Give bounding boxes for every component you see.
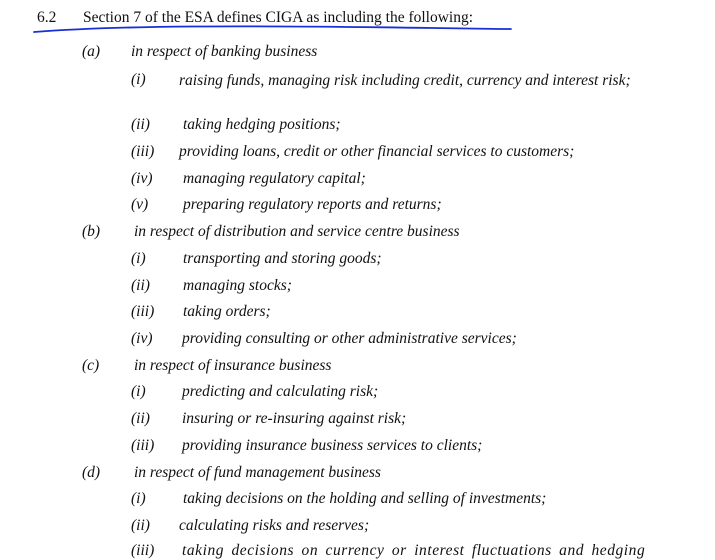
item-text: preparing regulatory reports and returns; <box>183 196 442 213</box>
item-number: (i) <box>131 71 146 88</box>
item-text: taking hedging positions; <box>183 116 341 133</box>
item-text: managing regulatory capital; <box>183 170 366 187</box>
item-text: predicting and calculating risk; <box>182 383 379 400</box>
item-number: (iii) <box>131 437 155 454</box>
item-text: managing stocks; <box>183 277 292 294</box>
item-text: taking orders; <box>183 303 271 320</box>
subsection-letter-c: (c) <box>82 357 100 374</box>
item-number: (i) <box>131 490 146 507</box>
section-number: 6.2 <box>37 9 57 26</box>
subsection-title-d: in respect of fund management business <box>134 464 381 481</box>
item-number: (iv) <box>131 170 153 187</box>
subsection-letter-b: (b) <box>82 223 101 240</box>
item-text: calculating risks and reserves; <box>179 517 370 534</box>
item-number: (v) <box>131 196 149 213</box>
item-number: (ii) <box>131 410 150 427</box>
item-text: providing insurance business services to clients; <box>182 437 483 454</box>
item-number: (iii) <box>131 143 155 160</box>
item-text: taking decisions on the holding and selling of investments; <box>183 490 547 507</box>
item-text: insuring or re-insuring against risk; <box>182 410 407 427</box>
item-text: providing consulting or other administrative services; <box>182 330 517 347</box>
item-text: raising funds, managing risk including credit, currency and interest risk; <box>179 72 631 89</box>
item-number: (iii) <box>131 542 155 559</box>
item-number: (ii) <box>131 517 150 534</box>
item-number: (ii) <box>131 277 150 294</box>
item-number: (ii) <box>131 116 150 133</box>
item-number: (i) <box>131 250 146 267</box>
subsection-title-b: in respect of distribution and service centre business <box>134 223 460 240</box>
subsection-title-c: in respect of insurance business <box>134 357 332 374</box>
item-number: (iii) <box>131 303 155 320</box>
subsection-letter-a: (a) <box>82 43 101 60</box>
item-text: taking decisions on currency or interest fluctuations and hedging <box>182 542 646 559</box>
subsection-title-a: in respect of banking business <box>131 43 318 60</box>
item-text: transporting and storing goods; <box>183 250 382 267</box>
item-number: (iv) <box>131 330 153 347</box>
subsection-letter-d: (d) <box>82 464 101 481</box>
section-heading: Section 7 of the ESA defines CIGA as including the following: <box>83 9 474 26</box>
item-number: (i) <box>131 383 146 400</box>
item-text: providing loans, credit or other financial services to customers; <box>179 143 575 160</box>
